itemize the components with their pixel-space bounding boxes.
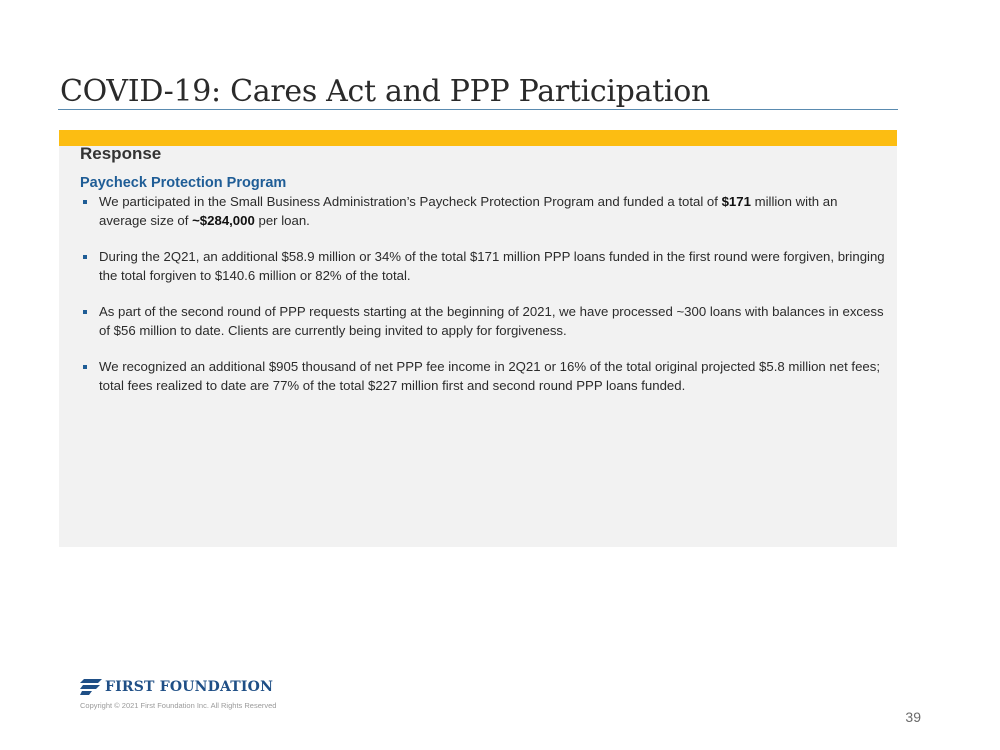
bullet-text: million with an average size of [99, 194, 838, 228]
bullet-list [80, 193, 885, 413]
first-foundation-logo [80, 678, 273, 696]
logo-wordmark: FIRST FOUNDATION [105, 679, 274, 695]
page-number: 39 [905, 709, 921, 725]
bullet-item [80, 193, 885, 230]
bullet-text: We participated in the Small Business Administration’s Paycheck Protection Program and funded a total of [99, 194, 722, 209]
bullet-text: As part of the second round of PPP requests starting at the beginning of 2021, we have processed ~300 loans with balances in excess of $56 million to date. Clients are currently being invited to apply for forgiveness. [99, 304, 884, 338]
slide-title: COVID-19: Cares Act and PPP Participation [60, 74, 711, 109]
section-heading: Response [80, 144, 162, 163]
bullet-item [80, 248, 885, 285]
response-panel [59, 130, 897, 547]
first-foundation-flag-icon [80, 679, 102, 695]
bullet-text: During the 2Q21, an additional $58.9 million or 34% of the total $171 million PPP loans funded in the first round were forgiven, bringing the total forgiven to $140.6 million or 82% of the total. [99, 249, 885, 283]
panel-accent-bar [59, 130, 897, 146]
bullet-emphasis: ~$284,000 [192, 212, 255, 228]
title-divider [58, 109, 898, 110]
copyright-notice: Copyright © 2021 First Foundation Inc. All Rights Reserved [80, 701, 277, 710]
bullet-text: We recognized an additional $905 thousand of net PPP fee income in 2Q21 or 16% of the total original projected $5.8 million net fees; total fees realized to date are 77% of the total $227 million first and second round PPP loans funded. [99, 359, 881, 393]
bullet-item [80, 358, 885, 395]
program-heading: Paycheck Protection Program [80, 175, 287, 191]
bullet-text: per loan. [254, 212, 310, 228]
bullet-item [80, 303, 885, 340]
bullet-emphasis: $171 [721, 194, 751, 209]
